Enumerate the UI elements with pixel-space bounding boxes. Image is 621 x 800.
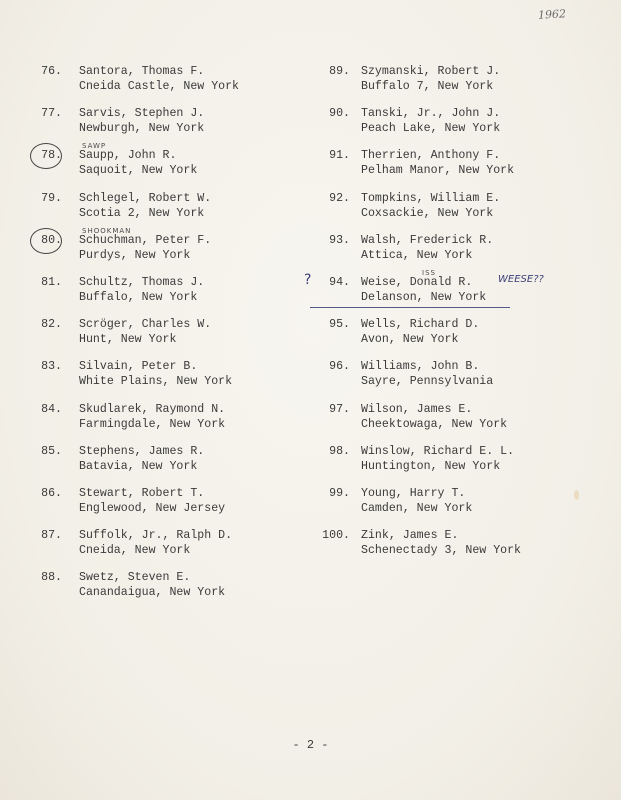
entry-number: 87. bbox=[41, 529, 62, 543]
entry-text bbox=[361, 528, 521, 558]
entry-name: Schultz, Thomas J. bbox=[79, 275, 205, 289]
entry-number: 88. bbox=[41, 571, 62, 585]
entry-number: 84. bbox=[41, 402, 62, 416]
entry-name: Skudlarek, Raymond N. bbox=[79, 402, 226, 416]
entry-text bbox=[79, 106, 204, 136]
entry-text bbox=[79, 275, 204, 305]
entry-number: 99. bbox=[329, 486, 350, 500]
entry-name: Sarvis, Stephen J. bbox=[79, 107, 205, 121]
handwritten-scribble: WEESE?? bbox=[498, 273, 544, 285]
entry-text bbox=[361, 486, 472, 516]
entry-name: Stewart, Robert T. bbox=[79, 486, 205, 500]
entry-name: Weise, Donald R. bbox=[361, 275, 473, 289]
entry-name: Wilson, James E. bbox=[361, 402, 473, 416]
entry-place: Cheektowaga, New York bbox=[361, 417, 508, 431]
entry-place: Batavia, New York bbox=[79, 459, 198, 473]
entry-place: Buffalo, New York bbox=[79, 290, 198, 304]
entry-place: Coxsackie, New York bbox=[361, 206, 494, 220]
entry-name: Tompkins, William E. bbox=[361, 191, 501, 205]
entry-place: Scotia 2, New York bbox=[79, 206, 205, 220]
handwritten-circle bbox=[30, 228, 62, 254]
entry-name: Young, Harry T. bbox=[361, 486, 466, 500]
entry-text bbox=[79, 402, 225, 432]
entry-place: Purdys, New York bbox=[79, 248, 191, 262]
entry-name: Zink, James E. bbox=[361, 529, 459, 543]
entry-name: Schuchman, Peter F. bbox=[79, 233, 212, 247]
entry-name: Schlegel, Robert W. bbox=[79, 191, 212, 205]
entry-number: 98. bbox=[329, 444, 350, 458]
entry-place: Farmingdale, New York bbox=[79, 417, 226, 431]
entry-name: Szymanski, Robert J. bbox=[361, 65, 501, 78]
entry-name: Wells, Richard D. bbox=[361, 318, 480, 332]
entry-place: Camden, New York bbox=[361, 501, 473, 515]
handwritten-annotation: SHOOKMAN bbox=[82, 226, 132, 235]
entry-name: Therrien, Anthony F. bbox=[361, 149, 501, 163]
entry-number: 93. bbox=[329, 233, 350, 247]
entry-place: Sayre, Pennsylvania bbox=[361, 375, 494, 389]
entry-number: 91. bbox=[329, 149, 350, 163]
paper-stain bbox=[574, 490, 579, 500]
entry-text bbox=[361, 402, 507, 432]
entry-text bbox=[361, 359, 493, 389]
entry-text bbox=[79, 359, 232, 389]
entry-text bbox=[361, 64, 500, 94]
entry-number: 83. bbox=[41, 360, 62, 374]
entry-number: 80. bbox=[41, 233, 62, 247]
year-handwritten-note: 1962 bbox=[537, 7, 567, 22]
entry-place: Peach Lake, New York bbox=[361, 122, 501, 136]
entry-text bbox=[79, 317, 211, 347]
entry-name: Saupp, John R. bbox=[79, 149, 177, 163]
entry-number: 92. bbox=[329, 191, 350, 205]
entry-place: Buffalo 7, New York bbox=[361, 80, 494, 93]
entry-name: Swetz, Steven E. bbox=[79, 571, 191, 585]
entry-place: Huntington, New York bbox=[361, 459, 501, 473]
entry-text bbox=[361, 317, 479, 347]
entry-name: Silvain, Peter B. bbox=[79, 360, 198, 374]
entry-place: Attica, New York bbox=[361, 248, 473, 262]
entry-place: Canandaigua, New York bbox=[79, 586, 226, 600]
entry-place: Schenectady 3, New York bbox=[361, 544, 522, 558]
entry-text bbox=[79, 570, 225, 600]
entry-text bbox=[79, 486, 225, 516]
entry-place: Saquoit, New York bbox=[79, 164, 198, 178]
entry-place: Cneida, New York bbox=[79, 544, 191, 558]
entry-place: Newburgh, New York bbox=[79, 122, 205, 136]
entry-place: Avon, New York bbox=[361, 333, 459, 347]
entry-place: Cneida Castle, New York bbox=[79, 80, 240, 93]
entry-place: Pelham Manor, New York bbox=[361, 164, 515, 178]
entry-name: Scröger, Charles W. bbox=[79, 318, 212, 332]
handwritten-underline bbox=[310, 307, 510, 308]
entry-name: Winslow, Richard E. L. bbox=[361, 444, 515, 458]
entry-number: 77. bbox=[41, 107, 62, 121]
entry-name: Tanski, Jr., John J. bbox=[361, 107, 501, 121]
entry-text bbox=[361, 444, 514, 474]
entry-number: 81. bbox=[41, 275, 62, 289]
handwritten-circle bbox=[30, 143, 62, 169]
entry-name: Williams, John B. bbox=[361, 360, 480, 374]
entry-number: 94. bbox=[329, 275, 350, 289]
entry-text bbox=[361, 106, 500, 136]
entry-number: 96. bbox=[329, 360, 350, 374]
entry-text bbox=[361, 191, 500, 221]
entry-text bbox=[361, 148, 514, 178]
entry-number: 82. bbox=[41, 318, 62, 332]
entry-name: Suffolk, Jr., Ralph D. bbox=[79, 529, 233, 543]
entry-number: 79. bbox=[41, 191, 62, 205]
entry-number: 90. bbox=[329, 107, 350, 121]
entry-name: Walsh, Frederick R. bbox=[361, 233, 494, 247]
handwritten-annotation: SAWP bbox=[82, 142, 107, 151]
page-number: - 2 - bbox=[292, 738, 329, 752]
entry-place: White Plains, New York bbox=[79, 375, 233, 389]
entry-text bbox=[79, 191, 211, 221]
entry-number: 78. bbox=[41, 149, 62, 163]
entry-text bbox=[361, 233, 493, 263]
entry-number: 95. bbox=[329, 318, 350, 332]
entry-place: Hunt, New York bbox=[79, 333, 177, 347]
handwritten-question-mark: ? bbox=[304, 271, 312, 288]
entry-number: 86. bbox=[41, 486, 62, 500]
handwritten-annotation: ISS bbox=[422, 268, 436, 277]
entry-place: Delanson, New York bbox=[361, 290, 487, 304]
entry-number: 85. bbox=[41, 444, 62, 458]
entry-name: Stephens, James R. bbox=[79, 444, 205, 458]
entry-text bbox=[79, 444, 204, 474]
entry-name: Santora, Thomas F. bbox=[79, 65, 205, 78]
entry-number: 100. bbox=[322, 529, 350, 543]
entry-number: 97. bbox=[329, 402, 350, 416]
entry-text bbox=[79, 528, 232, 558]
entry-number: 89. bbox=[329, 65, 350, 78]
entry-place: Englewood, New Jersey bbox=[79, 501, 226, 515]
entry-text bbox=[79, 64, 239, 94]
entry-number: 76. bbox=[41, 65, 62, 78]
